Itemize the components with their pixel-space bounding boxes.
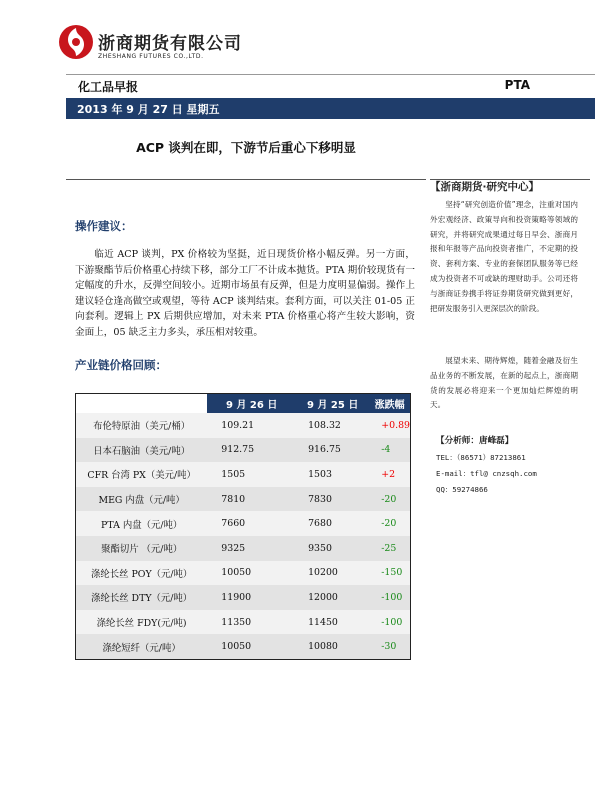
table-header-cell: 9 月 25 日 [296,394,369,414]
price-sep26: 11350 [207,610,296,635]
price-change: +0.89 [369,413,410,438]
price-sep26: 109.21 [207,413,296,438]
item-name: 聚酯切片 （元/吨） [76,536,208,561]
price-review-title: 产业链价格回顾： [75,358,167,372]
item-name: CFR 台湾 PX（美元/吨） [76,462,208,487]
table-row [76,462,411,487]
sidebar-intro: 坚持“研究创造价值”理念，注重对国内外宏观经济、政策导向和投资策略等领域的研究，并将研究成果通过每日早会、浙商月报和年报等产品向投资者推广，不定期的投资、套利方案、专业的套保团队服务等已经成为投资者不可或缺的理财助手。公司还将与浙商证券携手将证券期货研究做到更好，把研发服务引入更深层次的阶段。 [430,200,578,313]
table-row [76,511,411,536]
price-sep26: 10050 [207,634,296,659]
price-table [75,393,411,660]
price-sep25: 9350 [296,536,369,561]
report-title-row [66,77,595,98]
analyst-qq: QQ：59274866 [436,485,488,494]
price-change: -150 [369,561,410,586]
operation-title: 操作建议： [75,219,133,233]
report-type: 化工品早报 [78,80,139,94]
table-header-row [76,394,411,414]
price-change: -30 [369,634,410,659]
price-change: -100 [369,585,410,610]
operation-text: 临近 ACP 谈判，PX 价格较为坚挺，近日现货价格小幅反弹。另一方面，下游聚酯节后价格重心持续下移，部分工厂不计成本抛货。PTA 期价较现货有一定幅度的升水，反弹空间较小。近期市场虽有反弹，但是力度明显偏弱。操作上建议轻仓逢高做空或观望，等待 ACP 谈判结束。套利方面，可以关注 01-05 正向套利。逻辑上 PX 后期供应增加，对未来 PTA 价格重心将产生较大影响，资金面上，05 缺乏主力多头，承压相对较重。 [75,249,415,338]
analyst-tel: TEL：（86571）87213861 [436,453,526,462]
table-row [76,585,411,610]
price-sep25: 10080 [296,634,369,659]
price-change: -4 [369,438,410,463]
price-sep26: 10050 [207,561,296,586]
price-sep25: 10200 [296,561,369,586]
price-change: -20 [369,487,410,512]
date-bar [66,98,595,119]
table-row [76,610,411,635]
headline: ACP 谈判在即，下游节后重心下移明显 [136,140,356,155]
analyst-email: E-mail：tfl@ cnzsqh.com [436,469,537,478]
report-date: 2013 年 9 月 27 日 星期五 [77,103,220,116]
price-table-body [76,413,411,659]
price-sep25: 12000 [296,585,369,610]
report-product: PTA [504,78,530,92]
item-name: 布伦特原油（美元/桶） [76,413,208,438]
table-header-cell: 9 月 26 日 [207,394,296,414]
sidebar-outlook: 展望未来、期待辉煌，随着金融及衍生品业务的不断发展，在新的起点上，浙商期货的发展必将迎来一个更加灿烂辉煌的明天。 [430,356,578,410]
table-row [76,413,411,438]
sidebar-title: 【浙商期货·研究中心】 [430,181,539,193]
price-sep25: 11450 [296,610,369,635]
price-change: -20 [369,511,410,536]
table-header-cell [76,394,208,414]
price-sep25: 7680 [296,511,369,536]
analyst-name: 【分析师：唐峰磊】 [436,436,514,446]
item-name: 日本石脑油（美元/吨） [76,438,208,463]
price-sep26: 9325 [207,536,296,561]
item-name: 涤纶长丝 DTY（元/吨） [76,585,208,610]
table-row [76,438,411,463]
item-name: PTA 内盘（元/吨） [76,511,208,536]
price-change: +2 [369,462,410,487]
table-row [76,634,411,659]
table-row [76,487,411,512]
table-row [76,536,411,561]
price-sep25: 1503 [296,462,369,487]
price-sep26: 1505 [207,462,296,487]
table-header-cell: 涨跌幅 [369,394,410,414]
company-logo-icon [58,24,94,60]
header-rule [66,74,595,75]
price-change: -25 [369,536,410,561]
item-name: 涤纶短纤（元/吨） [76,634,208,659]
item-name: 涤纶长丝 POY（元/吨） [76,561,208,586]
price-sep25: 108.32 [296,413,369,438]
price-sep26: 11900 [207,585,296,610]
table-row [76,561,411,586]
price-sep26: 7660 [207,511,296,536]
price-sep25: 916.75 [296,438,369,463]
item-name: MEG 内盘（元/吨） [76,487,208,512]
price-change: -100 [369,610,410,635]
item-name: 涤纶长丝 FDY(元/吨) [76,610,208,635]
price-sep26: 912.75 [207,438,296,463]
headline-rule [66,179,426,180]
company-name-en: ZHESHANG FUTURES CO.,LTD. [98,53,204,60]
price-sep26: 7810 [207,487,296,512]
price-sep25: 7830 [296,487,369,512]
company-name-cn: 浙商期货有限公司 [98,34,242,54]
